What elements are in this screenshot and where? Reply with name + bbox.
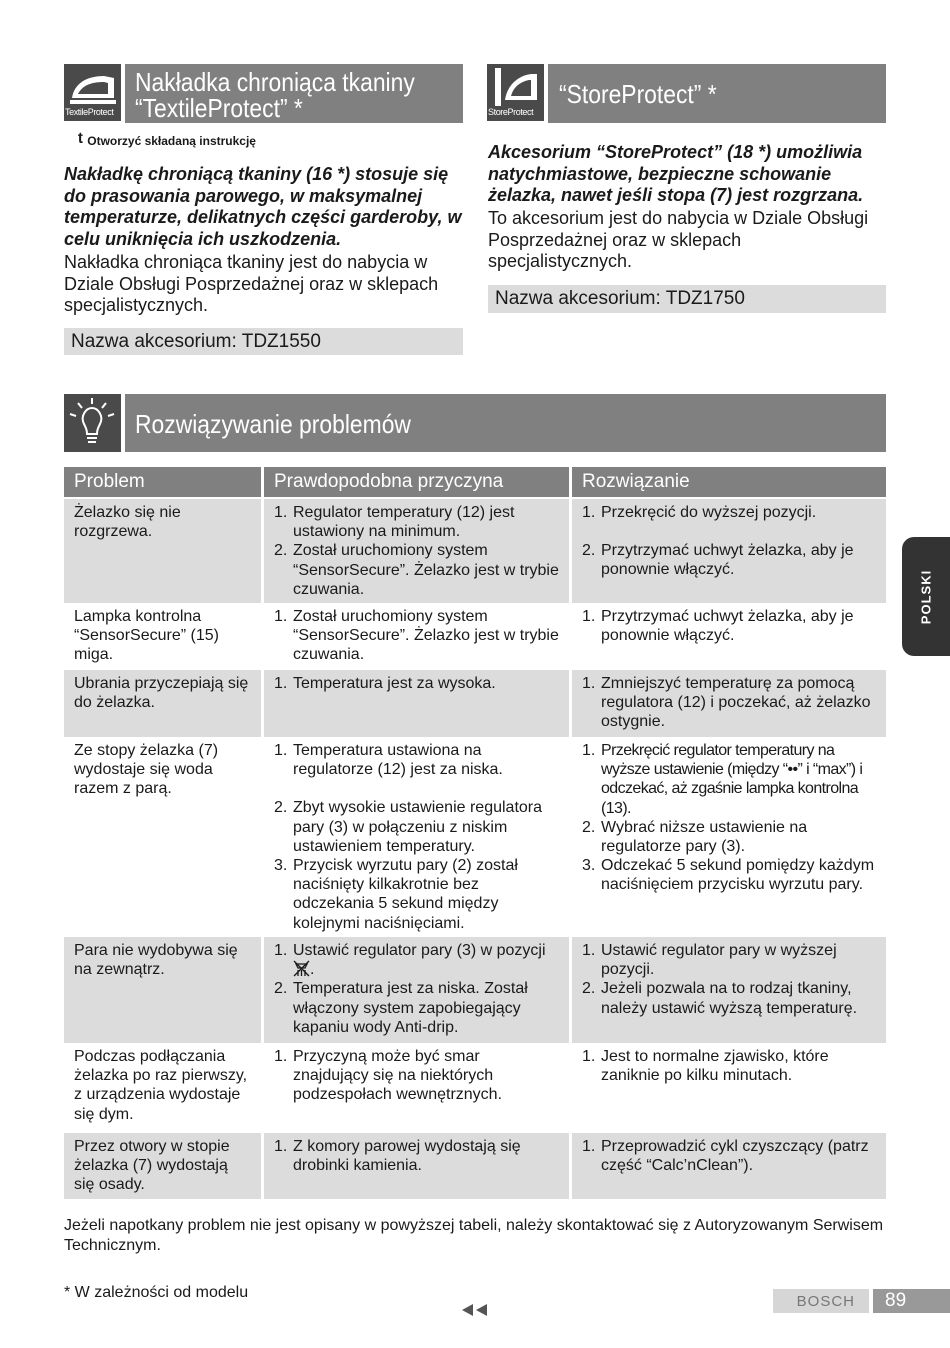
list-item: 1. Przekręcić regulator temperatury na wyższe ustawienie (między “••” i “max”) i odczekać, aż zgaśnie lampka kontrolna (13).: [582, 742, 863, 817]
brand-label: BOSCH: [796, 1293, 855, 1310]
list-item: 1. Przyczyną może być smar znajdujący się na niektórych podzespołach wewnętrznych.: [274, 1048, 503, 1104]
fold-out-note: [78, 128, 256, 153]
troubleshooting-title: Rozwiązywanie problemów: [135, 409, 411, 439]
header-cause: Prawdopodobna przyczyna: [261, 467, 569, 497]
language-tab-label: POLSKI: [918, 569, 934, 625]
troubleshooting-title-bar: [125, 394, 886, 452]
header-solution: Rozwiązanie: [569, 467, 886, 497]
cause-cell: [261, 937, 569, 1043]
textile-intro: Nakładkę chroniącą tkaniny (16 *) stosuje się do prasowania parowego, w maksymalnej temperaturze, delikatnych części garderoby, w celu uniknięcia ich uszkodzenia.: [64, 164, 462, 249]
list-item: 1. Został uruchomiony system “SensorSecure”. Żelazko jest w trybie czuwania.: [274, 608, 559, 664]
solution-cell: [569, 670, 886, 737]
list-item: 2. Zbyt wysokie ustawienie regulatora pary (3) w połączeniu z niskim ustawieniem temperatury.: [274, 799, 543, 855]
list-item: 2. Temperatura jest za niska. Został włączony system zapobiegający kapaniu wody Anti-drip.: [274, 980, 528, 1036]
cause-cell: [261, 1043, 569, 1133]
problem-cell: Podczas podłączania żelazka po raz pierwszy, z urządzenia wydostaje się dym.: [74, 1048, 248, 1123]
troubleshooting-footer-note: Jeżeli napotkany problem nie jest opisany w powyższej tabeli, należy skontaktować się z Autoryzowanym Serwisem Technicznym.: [64, 1217, 884, 1254]
textile-body: Nakładka chroniąca tkaniny jest do nabycia w Dziale Obsługi Posprzedażnej oraz w sklepach specjalistycznych.: [64, 252, 439, 315]
list-item: 2. Przytrzymać uchwyt żelazka, aby je ponownie włączyć.: [582, 542, 854, 579]
list-item: 1. Zmniejszyć temperaturę za pomocą regulatora (12) i poczekać, aż żelazko ostygnie.: [582, 675, 871, 731]
language-tab: [902, 537, 950, 656]
list-item: 1. Przekręcić do wyższej pozycji.: [582, 504, 817, 521]
problem-cell: Para nie wydobywa się na zewnątrz.: [64, 937, 261, 1043]
solution-cell: [569, 603, 886, 670]
page-number-box: [873, 1289, 950, 1313]
textile-icon-label: TextileProtect: [65, 107, 114, 117]
textile-title-line1: Nakładka chroniąca tkaniny: [135, 67, 415, 97]
cause-cell: [261, 670, 569, 737]
list-item: 1. Temperatura jest za wysoka.: [274, 675, 496, 693]
problem-cell: Żelazko się nie rozgrzewa.: [64, 499, 261, 603]
problem-cell: Przez otwory w stopie żelazka (7) wydostają się osady.: [64, 1133, 261, 1199]
textile-protect-icon: [64, 64, 121, 121]
solution-cell: [569, 1133, 886, 1199]
cause-cell: [261, 603, 569, 670]
store-title: “StoreProtect” *: [559, 79, 717, 109]
solution-cell: [569, 1043, 886, 1133]
fold-out-note-text: Otworzyć składaną instrukcję: [87, 134, 256, 148]
cause-cell: [261, 1133, 569, 1199]
store-title-bar: [548, 64, 886, 123]
store-accessory-name: Nazwa akcesorium: TDZ1750: [488, 285, 886, 313]
list-item: 3. Odczekać 5 sekund pomiędzy każdym naciśnięciem przycisku wyrzutu pary.: [582, 857, 875, 894]
store-protect-icon: [487, 64, 544, 121]
table-row: [64, 937, 886, 1043]
cause-cell: [261, 499, 569, 603]
textile-title-line2: “TextileProtect” *: [135, 93, 303, 123]
cause-cell: [261, 737, 569, 937]
footer-brand-bar: [773, 1289, 869, 1313]
table-row: [64, 603, 886, 670]
header-problem: Problem: [64, 467, 261, 497]
list-item: 1. Ustawić regulator pary w wyższej pozycji.: [582, 942, 837, 979]
list-item: 1. Temperatura ustawiona na regulatorze (12) jest za niska.: [274, 742, 503, 779]
footnote: * W zależności od modelu: [64, 1284, 249, 1301]
store-icon-label: StoreProtect: [488, 107, 534, 117]
table-row: [64, 499, 886, 603]
list-item: 1. Ustawić regulator pary (3) w pozycji .: [274, 942, 546, 979]
solution-cell: [569, 737, 886, 937]
textile-title-bar: [125, 64, 463, 123]
problem-cell: Lampka kontrolna “SensorSecure” (15) miga.: [74, 608, 219, 664]
list-item: 1. Regulator temperatury (12) jest ustawiony na minimum.: [274, 504, 515, 541]
list-item: 1. Przeprowadzić cykl czyszczący (patrz część “Calc’nClean”).: [582, 1138, 869, 1175]
page-number: 89: [885, 1290, 907, 1311]
list-item: 1. Z komory parowej wydostają się drobinki kamienia.: [274, 1138, 521, 1175]
fold-out-arrow-icon: ᵗ: [78, 128, 83, 153]
solution-cell: [569, 937, 886, 1043]
solution-cell: [569, 499, 886, 603]
page-nav-arrows-icon: [462, 1303, 490, 1317]
table-row: [64, 1043, 886, 1133]
problem-cell: Ze stopy żelazka (7) wydostaje się woda razem z parą.: [74, 742, 219, 798]
lightbulb-icon: [64, 394, 121, 452]
troubleshooting-table: [64, 467, 886, 1199]
steam-off-icon: [293, 960, 310, 977]
list-item: 2. Jeżeli pozwala na to rodzaj tkaniny, należy ustawić wyższą temperaturę.: [582, 980, 858, 1017]
table-header-row: [64, 467, 886, 497]
problem-cell: Ubrania przyczepiają się do żelazka.: [64, 670, 261, 737]
table-row: [64, 737, 886, 937]
list-item: 1. Jest to normalne zjawisko, które zaniknie po kilku minutach.: [582, 1048, 829, 1085]
list-item: 1. Przytrzymać uchwyt żelazka, aby je ponownie włączyć.: [582, 608, 854, 645]
table-row: [64, 670, 886, 737]
list-item: 2. Wybrać niższe ustawienie na regulatorze pary (3).: [582, 818, 808, 856]
store-intro: Akcesorium “StoreProtect” (18 *) umożliwia natychmiastowe, bezpieczne schowanie żelazka, nawet jeśli stopa (7) jest rozgrzana.: [488, 142, 864, 205]
store-body: To akcesorium jest do nabycia w Dziale Obsługi Posprzedażnej oraz w sklepach specjalistycznych.: [488, 208, 869, 271]
table-row: [64, 1133, 886, 1199]
textile-accessory-name: Nazwa akcesorium: TDZ1550: [64, 328, 463, 355]
list-item: 3. Przycisk wyrzutu pary (2) został naciśnięty kilkakrotnie bez odczekania 5 sekund między kolejnymi naciśnięciami.: [274, 857, 518, 932]
list-item: 2. Został uruchomiony system “SensorSecure”. Żelazko jest w trybie czuwania.: [274, 542, 559, 598]
